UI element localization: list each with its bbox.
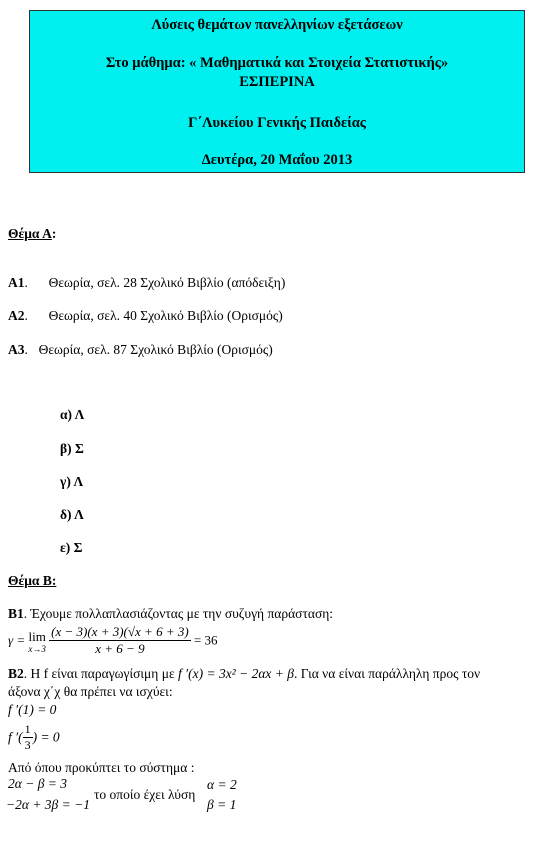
b1-numerator: (x − 3)(x + 3)(√x + 6 + 3) bbox=[51, 624, 189, 639]
header-date: Δευτέρα, 20 Μαΐου 2013 bbox=[201, 152, 353, 168]
system-eq1: 2α − β = 3 bbox=[8, 776, 68, 791]
item-a1: Α1. Θεωρία, σελ. 28 Σχολικό Βιβλίο (απόδειξη) bbox=[8, 275, 286, 290]
b1-fraction bbox=[49, 624, 191, 657]
b2-text-a: . Η f είναι παραγωγίσιμη με bbox=[23, 666, 175, 681]
b2-text-b: . Για να είναι παράλληλη προς τον bbox=[294, 666, 481, 681]
b2-line2: άξονα χ΄χ θα πρέπει να ισχύει: bbox=[8, 684, 173, 699]
item-a2-label: Α2 bbox=[8, 308, 25, 323]
item-a3-label: Α3 bbox=[8, 342, 25, 357]
item-a3: Α3. Θεωρία, σελ. 87 Σχολικό Βιβλίο (Ορισμός) bbox=[8, 342, 273, 357]
header-grade: Γ΄Λυκείου Γενικής Παιδείας bbox=[188, 115, 366, 131]
b2-eq2-den: 3 bbox=[24, 738, 31, 752]
b2-eq2-suffix: ) = 0 bbox=[32, 729, 60, 745]
answer-b: β) Σ bbox=[60, 441, 84, 456]
header-evening: ΕΣΠΕΡΙΝΑ bbox=[239, 74, 315, 90]
system-eq2: −2α + 3β = −1 bbox=[6, 797, 90, 812]
b2-eq2 bbox=[8, 722, 60, 753]
theme-a-heading: Θέμα Α: bbox=[8, 226, 57, 241]
item-a1-text: Θεωρία, σελ. 28 Σχολικό Βιβλίο (απόδειξη) bbox=[48, 275, 286, 290]
header-title: Λύσεις θεμάτων πανελληνίων εξετάσεων bbox=[151, 17, 403, 33]
header-subject: Στο μάθημα: « Μαθηματικά και Στοιχεία Στατιστικής» bbox=[105, 55, 449, 71]
b1-line bbox=[8, 606, 333, 622]
item-a3-text: Θεωρία, σελ. 87 Σχολικό Βιβλίο (Ορισμός) bbox=[38, 342, 273, 357]
b1-gamma: γ = bbox=[8, 632, 29, 648]
solution-a: α = 2 bbox=[207, 777, 237, 792]
b1-lim: lim bbox=[28, 628, 46, 644]
answer-e: ε) Σ bbox=[60, 540, 83, 555]
b2-eq1: f ′(1) = 0 bbox=[8, 702, 57, 717]
b1-text: . Έχουμε πολλαπλασιάζοντας με την συζυγή παράσταση: bbox=[23, 606, 334, 621]
b1-denominator: x + 6 − 9 bbox=[95, 641, 145, 656]
b2-label: Β2 bbox=[8, 666, 24, 681]
header-box bbox=[29, 10, 525, 173]
answer-d: δ) Λ bbox=[60, 507, 84, 522]
b2-eq2-fraction bbox=[23, 722, 33, 753]
b2-formula: f ′(x) = 3x² − 2αx + β bbox=[178, 666, 294, 681]
solution-b: β = 1 bbox=[207, 797, 237, 812]
item-a2-text: Θεωρία, σελ. 40 Σχολικό Βιβλίο (Ορισμός) bbox=[48, 308, 283, 323]
b1-result: = 36 bbox=[193, 632, 218, 648]
answer-a: α) Λ bbox=[60, 407, 85, 422]
b1-label: Β1 bbox=[8, 606, 24, 621]
item-a2: Α2. Θεωρία, σελ. 40 Σχολικό Βιβλίο (Ορισμός) bbox=[8, 308, 283, 323]
system-intro: Από όπου προκύπτει το σύστημα : bbox=[8, 760, 195, 775]
theme-b-heading: Θέμα Β: bbox=[8, 573, 57, 588]
b2-eq2-prefix: f ′( bbox=[8, 729, 23, 745]
b1-formula bbox=[8, 624, 218, 657]
b2-line bbox=[8, 666, 480, 682]
solution-text: το οποίο έχει λύση bbox=[94, 787, 196, 802]
b1-lim-sub: x→3 bbox=[28, 643, 46, 654]
answer-c: γ) Λ bbox=[60, 474, 84, 489]
b2-eq2-num: 1 bbox=[24, 722, 31, 736]
item-a1-label: Α1 bbox=[8, 275, 25, 290]
